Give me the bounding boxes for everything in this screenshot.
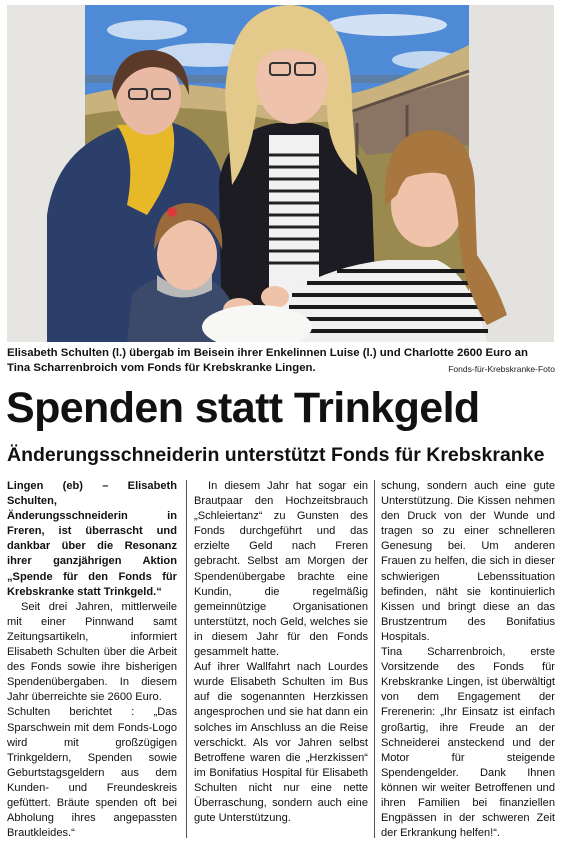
body-paragraph: schung, sondern auch eine gute Unterstützung. Die Kissen nehmen den Druck von der Wunde und tragen so zu einer schnelleren Genesung bei. Um anderen Frauen zu helfen, die sich in dieser schwierigen Lebenssituation befinden, näht sie kontinuierlich Kissen und bringt diese an das Brustzentrum des Bonifatius Hospitals. — [381, 480, 555, 643]
body-paragraph: In diesem Jahr hat sogar ein Brautpaar den Hochzeitsbrauch „Schleiertanz“ zu Gunsten des Fonds durchgeführt und das erzielte Geld nach Freren gebracht. Selbst am Morgen der Spendenübergabe brachte eine Kundin, die regelmäßig gemeinnützige Organisationen unterstützt, noch Geld, welches sie in diesem Jahr für den Fonds gesammelt hatte. — [194, 480, 368, 659]
article-photo — [7, 5, 554, 342]
lead-paragraph: Lingen (eb) – Elisabeth Schulten, Änderungsschneiderin in Freren, ist überrascht und dankbar über die Resonanz ihrer ganzjährigen Aktion „Spende für den Fonds für Krebskranke statt Trinkgeld.“ — [7, 480, 177, 598]
caption-line-2: Tina Scharrenbroich vom Fonds für Krebskranke Lingen. — [7, 362, 316, 374]
body-paragraph: Auf ihrer Wallfahrt nach Lourdes wurde Elisabeth Schulten im Bus auf die sogenannten Herzkissen angesprochen und sie hat dann ein solches im Anschluss an die Reise verschickt. Als vor Jahren selbst Betroffene waren die „Herzkissen“ im Bonifatius Hospital für Elisabeth Schulten nicht nur eine nette Überraschung, sondern auch eine gute Unterstützung. — [194, 661, 368, 825]
article-column-2 — [194, 479, 368, 841]
body-paragraph: Schulten berichtet : „Das Sparschwein mit dem Fonds-Logo wird mit großzügigen Trinkgeldern, Spenden sowie Geburtstagsgeldern aus dem Kunden- und Freundeskreis gefüttert. Bräute spenden oft bei Abholung ihres angepassten Brautkleides.“ — [7, 706, 177, 840]
subheadline: Änderungsschneiderin unterstützt Fonds für Krebskranke — [7, 444, 545, 466]
photo-credit: Fonds-für-Krebskranke-Foto — [448, 364, 555, 374]
caption-line-1: Elisabeth Schulten (l.) übergab im Beisein ihrer Enkelinnen Luise (l.) und Charlotte 2600 Euro an — [7, 347, 528, 359]
headline: Spenden statt Trinkgeld — [6, 384, 480, 432]
column-divider — [374, 480, 375, 838]
article-column-1 — [7, 479, 177, 841]
article-column-3 — [381, 479, 555, 841]
body-paragraph: Tina Scharrenbroich, erste Vorsitzende des Fonds für Krebskranke Lingen, ist überwältigt von dem Engagement der Frerenerin: „Ihr Einsatz ist einfach großartig, ihre Freude an der Schneiderei ansteckend und der Motor für steigende Spendengelder. Dank Ihnen können wir weiter Betroffenen und ihren Familien bei finanziellen Engpässen in der schweren Zeit der Erkrankung helfen!“. — [381, 646, 555, 840]
column-divider — [186, 480, 187, 838]
body-paragraph: Seit drei Jahren, mittlerweile mit einer Pinnwand samt Zeitungsartikeln, informiert Elisabeth Schulten über die Arbeit des Fonds sowie ihre bisherigen Spendenübergaben. In diesem Jahr überreichte sie 2600 Euro. — [7, 600, 177, 704]
